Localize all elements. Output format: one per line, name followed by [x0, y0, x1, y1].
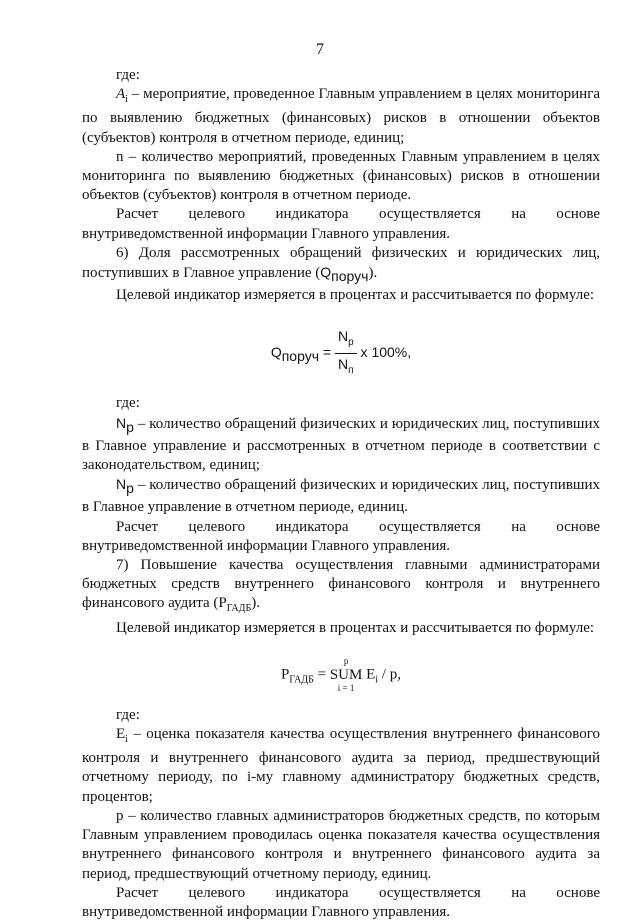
item-6-heading [82, 244, 600, 286]
denominator-sub: п [348, 365, 354, 377]
formula2-lhs: Р [281, 666, 290, 683]
fraction-denominator [335, 354, 357, 380]
sum-lower-limit: i = 1 [337, 682, 355, 693]
symbol-a-sub: i [125, 94, 128, 106]
definition-ei-text: – оценка показателя качества осуществления внутреннего финансового контроля и внутреннего финансового аудита за период, предшествующий отчетному периоду, по i-му главному администратору бюджетных средств, процентов; [82, 726, 600, 805]
calculation-note: Расчет целевого индикатора осуществляется на основе внутриведомственной информации Главного управления. [82, 206, 600, 242]
symbol-ei-sub: i [125, 734, 128, 746]
item-7-symbol-sub: ГАДБ [226, 603, 252, 615]
definition-a-i-text: – мероприятие, проведенное Главным управлением в целях мониторинга по выявлению бюджетных (финансовых) рисков в отношении объектов (субъектов) контроля в отчетном периоде, единиц; [82, 86, 600, 146]
formula-lhs: Q [270, 344, 282, 361]
where-label: где: [116, 395, 140, 412]
formula2-lhs-sub: ГАДБ [289, 674, 314, 686]
formula2-eq: = [313, 666, 330, 683]
item-6-text: 6) Доля рассмотренных обращений физических и юридических лиц, поступивших в Главное управление ( [82, 244, 600, 282]
where-label: где: [116, 67, 140, 83]
item-7-symbol: Р [218, 595, 227, 612]
definition-np [82, 414, 600, 476]
definition-npi [82, 475, 600, 517]
item-6-symbol: Q [320, 264, 332, 281]
measurement-note: Целевой индикатор измеряется в процентах и рассчитывается по формуле: [116, 287, 595, 304]
symbol-npi-sub: р [126, 480, 134, 497]
page-number: 7 [316, 41, 324, 58]
sum-upper-limit: p [343, 655, 349, 666]
item-7-text: 7) Повышение качества осуществления главными администраторами бюджетных средств внутреннего финансового контроля и внутреннего финансового аудита ( [82, 557, 600, 612]
formula-fraction [335, 327, 357, 380]
definition-np-text: – количество обращений физических и юридических лиц, поступивших в Главное управление и рассмотренных в отчетном периоде в соответствии с законодательством, единиц; [82, 415, 600, 474]
symbol-np-sub: р [126, 418, 134, 435]
numerator-symbol: N [337, 328, 349, 345]
symbol-np: N [116, 414, 127, 431]
where-label: где: [116, 706, 140, 723]
symbol-ei: E [116, 726, 126, 743]
item-6-symbol-sub: поруч [331, 268, 369, 285]
formula-tail: х 100%, [356, 344, 412, 361]
measurement-note: Целевой индикатор измеряется в процентах и рассчитывается по формуле: [116, 619, 595, 636]
formula2-tail: / p, [378, 666, 401, 683]
definition-a-i [82, 85, 600, 148]
denominator-symbol: N [338, 356, 349, 373]
formula-lhs-sub: поруч [281, 348, 320, 365]
fraction-numerator [335, 327, 357, 354]
formula-p-gadb [82, 656, 600, 694]
document-body [82, 66, 600, 922]
definition-npi-text: – количество обращений физических и юридических лиц, поступивших в Главное управление в отчетном периоде, единиц. [82, 477, 600, 516]
item-6-end: ). [368, 265, 378, 282]
symbol-npi: N [116, 476, 127, 493]
symbol-a: A [116, 86, 126, 103]
formula-eq: = [319, 344, 335, 361]
item-7-heading [82, 556, 600, 619]
definition-p: p – количество главных администраторов бюджетных средств, по которым Главным управлением проводилась оценка показателя качества осуществления внутреннего финансового контроля и внутреннего финансового аудита за период, предшествующий отчетному периоду, единиц. [82, 807, 600, 882]
formula2-term-sub: i [375, 674, 379, 686]
definition-ei [82, 725, 600, 807]
calculation-note: Расчет целевого индикатора осуществляется на основе внутриведомственной информации Главного управления. [82, 884, 600, 920]
sum-operator [330, 656, 363, 694]
calculation-note: Расчет целевого индикатора осуществляется на основе внутриведомственной информации Главного управления. [82, 518, 600, 554]
sum-symbol: SUM [329, 666, 363, 683]
numerator-sub: р [348, 337, 354, 349]
formula2-term: E [362, 666, 376, 683]
definition-n: n – количество мероприятий, проведенных Главным управлением в целях мониторинга по выявлению бюджетных (финансовых) рисков в отношении объектов (субъектов) контроля в отчетном периоде. [82, 148, 600, 204]
item-7-end: ). [251, 595, 260, 612]
formula-q-poruch [82, 327, 600, 380]
